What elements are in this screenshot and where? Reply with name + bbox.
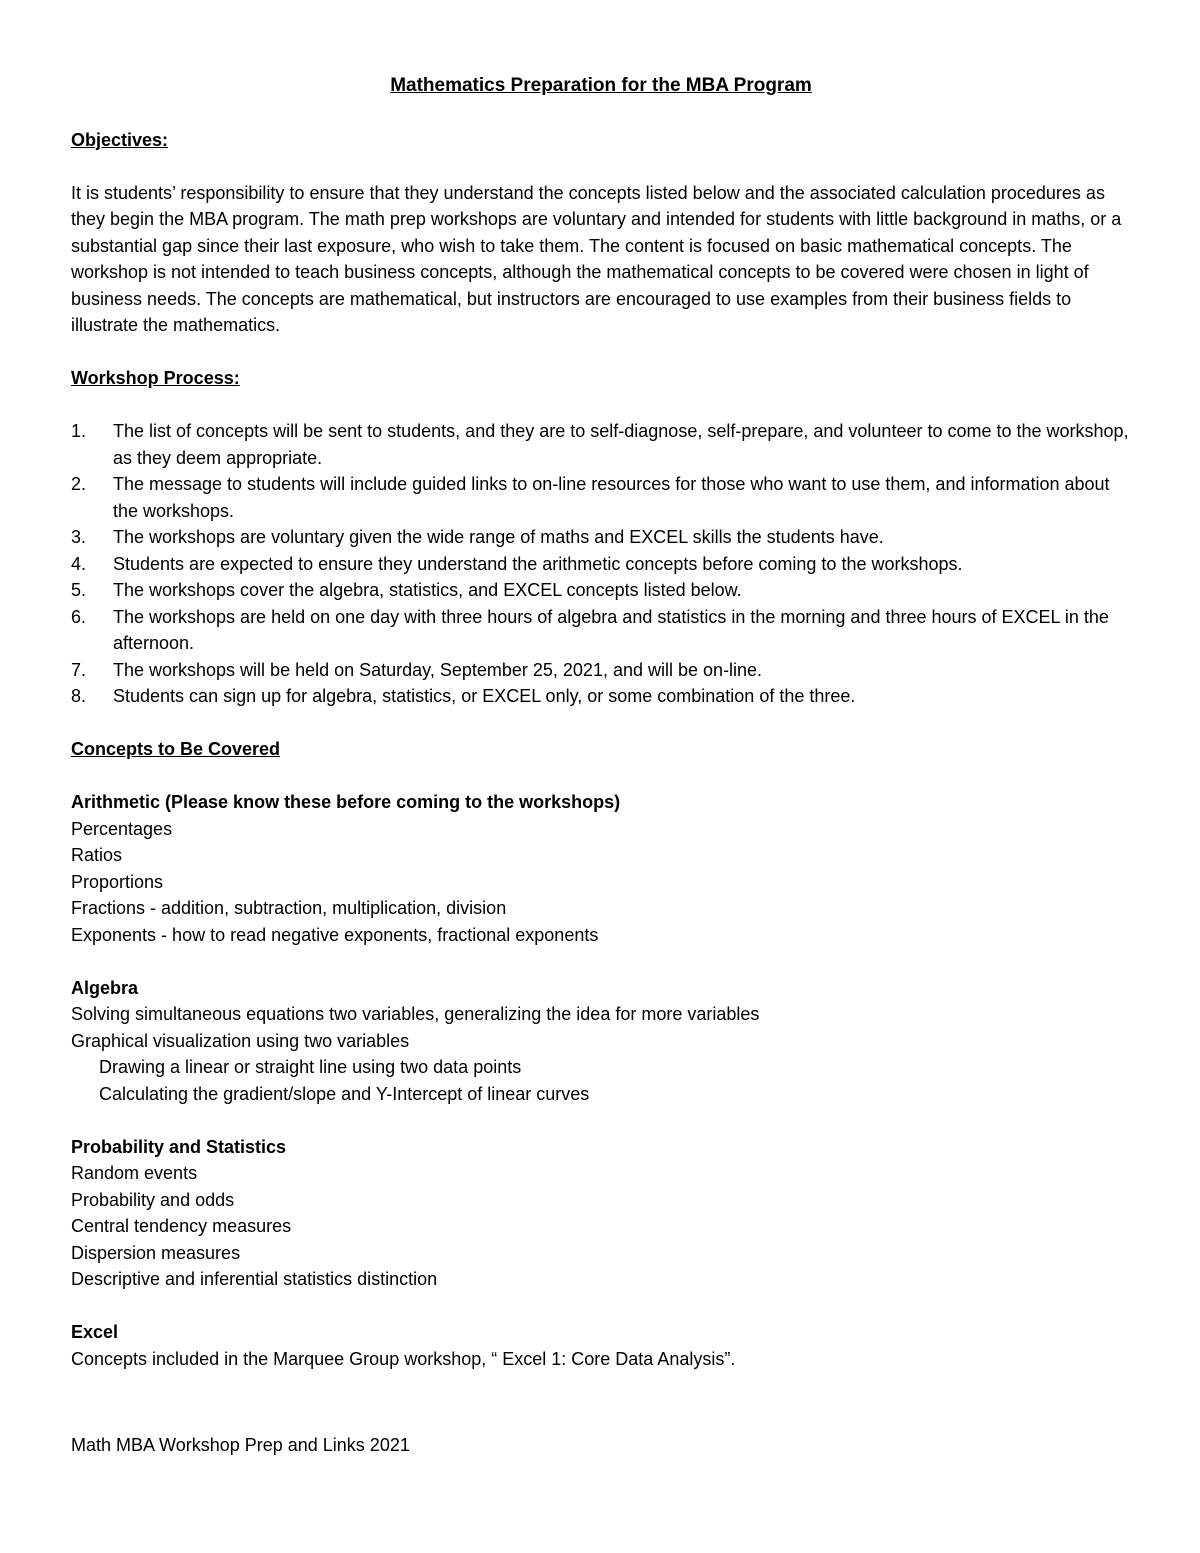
list-item [71,551,1131,578]
list-item-text: The workshops will be held on Saturday, September 25, 2021, and will be on-line. [113,659,763,680]
list-item-number: 2. [71,474,87,494]
workshop-process-list [71,418,1131,710]
arithmetic-item: Proportions [71,871,164,892]
list-item-text: Students can sign up for algebra, statistics, or EXCEL only, or some combination of the three. [113,686,856,706]
arithmetic-item: Percentages [71,818,173,839]
probability-item: Dispersion measures [71,1242,241,1263]
document-title: Mathematics Preparation for the MBA Program [390,75,812,96]
probability-item: Probability and odds [71,1189,235,1210]
algebra-sub-item: Drawing a linear or straight line using two data points [99,1057,522,1077]
list-item-number: 4. [71,553,87,574]
list-item-text: The workshops are voluntary given the wide range of maths and EXCEL skills the students have. [113,527,884,547]
list-item-text: The workshops cover the algebra, statistics, and EXCEL concepts listed below. [113,580,742,600]
list-item-text: The workshops are held on one day with three hours of algebra and statistics in the morning and three hours of EXCEL in the afternoon. [113,606,1109,653]
probability-item: Random events [71,1163,198,1183]
algebra-item: Solving simultaneous equations two variables, generalizing the idea for more variables [71,1004,760,1024]
list-item-text: Students are expected to ensure they understand the arithmetic concepts before coming to the workshops. [113,553,963,574]
probability-heading: Probability and Statistics [71,1136,287,1157]
objectives-heading: Objectives: [71,129,169,150]
arithmetic-heading: Arithmetic (Please know these before coming to the workshops) [71,792,621,812]
list-item [71,524,1131,551]
probability-item: Descriptive and inferential statistics distinction [71,1269,438,1289]
list-item-number: 1. [71,421,87,441]
excel-body: Concepts included in the Marquee Group workshop, “ Excel 1: Core Data Analysis”. [71,1348,736,1369]
document-content [71,72,1131,1372]
list-item [71,577,1131,604]
list-item-number: 5. [71,580,87,600]
list-item [71,471,1131,524]
arithmetic-item: Exponents - how to read negative exponents, fractional exponents [71,924,599,945]
objectives-body: It is students’ responsibility to ensure that they understand the concepts listed below and the associated calculation procedures as they begin the MBA program. The math prep workshops are voluntary and intended for students with little background in maths, or a substantial gap since their last exposure, who wish to take them. The content is focused on basic mathematical concepts. The workshop is not intended to teach business concepts, although the mathematical concepts to be covered were chosen in light of business needs. The concepts are mathematical, but instructors are encouraged to use examples from their business fields to illustrate the mathematics. [71,182,1122,335]
workshop-process-heading: Workshop Process: [71,368,240,388]
list-item-number: 8. [71,686,87,706]
list-item-number: 6. [71,606,87,627]
probability-item: Central tendency measures [71,1216,292,1236]
list-item [71,657,1131,684]
algebra-sub-item: Calculating the gradient/slope and Y-Intercept of linear curves [99,1083,590,1104]
arithmetic-item: Ratios [71,845,123,865]
list-item-number: 7. [71,659,87,680]
list-item-number: 3. [71,527,87,547]
excel-heading: Excel [71,1322,119,1342]
algebra-item: Graphical visualization using two variables [71,1030,410,1051]
list-item-text: The message to students will include guided links to on-line resources for those who want to use them, and information about the workshops. [113,474,1110,521]
algebra-heading: Algebra [71,977,139,998]
list-item [71,604,1131,657]
list-item-text: The list of concepts will be sent to students, and they are to self-diagnose, self-prepare, and volunteer to come to the workshop, as they deem appropriate. [113,421,1129,468]
page-footer: Math MBA Workshop Prep and Links 2021 [71,1435,410,1455]
concepts-heading: Concepts to Be Covered [71,739,281,759]
list-item [71,418,1131,471]
arithmetic-item: Fractions - addition, subtraction, multiplication, division [71,898,507,918]
list-item [71,683,1131,710]
